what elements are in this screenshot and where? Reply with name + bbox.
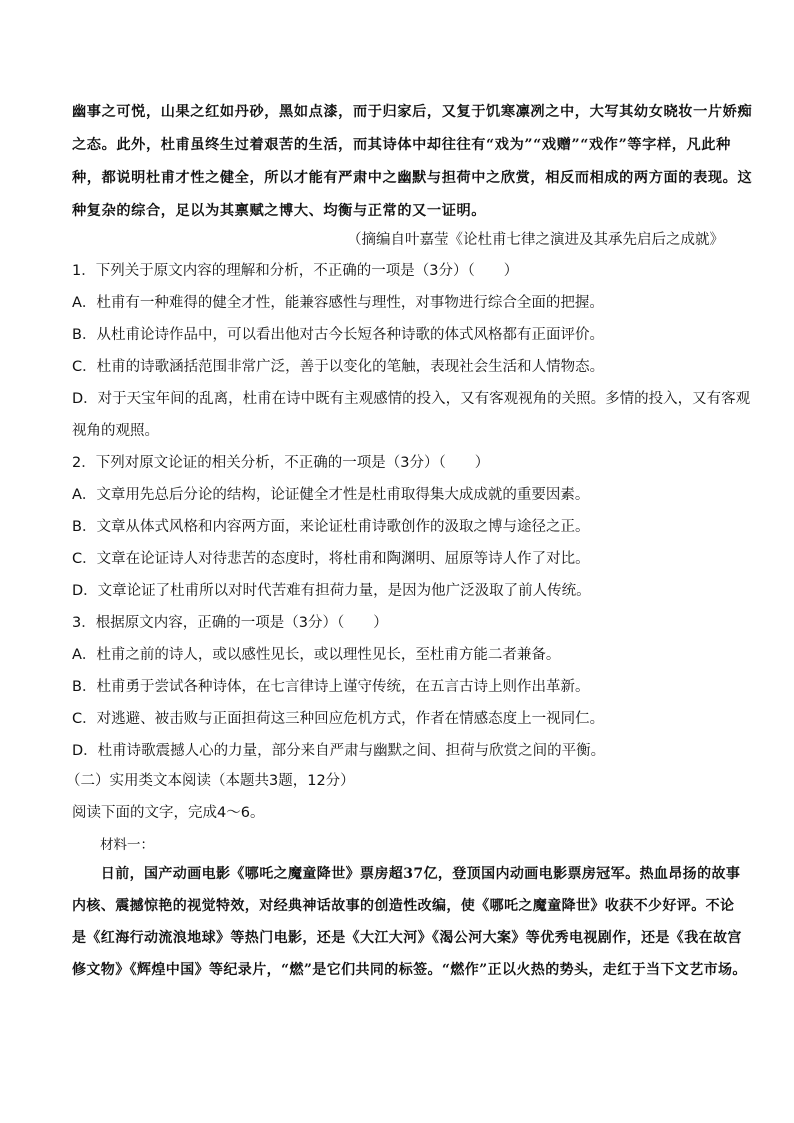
question-1-option-d-cont: 视角的观照。 <box>72 423 159 439</box>
question-3-option-a: A．杜甫之前的诗人，或以感性见长，或以理性见长，至杜甫方能二者兼备。 <box>72 647 561 663</box>
question-3-option-b: B．杜甫勇于尝试各种诗体，在七言律诗上谨守传统，在五言古诗上则作出革新。 <box>72 679 590 695</box>
passage-line: 之态。此外，杜甫虽终生过着艰苦的生活，而其诗体中却往往有“戏为”“戏赠”“戏作”等字样，凡此种 <box>72 137 731 153</box>
material-line: 日前，国产动画电影《哪吒之魔童降世》票房超37亿，登顶国内动画电影票房冠军。热血昂扬的故事 <box>72 866 741 882</box>
question-2-option-b: B．文章从体式风格和内容两方面，来论证杜甫诗歌创作的汲取之博与途径之正。 <box>72 519 590 535</box>
question-1-option-b: B．从杜甫论诗作品中，可以看出他对古今长短各种诗歌的体式风格都有正面评价。 <box>72 327 604 343</box>
material-label: 材料一： <box>100 837 154 853</box>
question-3-option-d: D．杜甫诗歌震撼人心的力量，部分来自严肃与幽默之间、担荷与欣赏之间的平衡。 <box>72 743 606 759</box>
passage-line: 种复杂的综合，足以为其禀赋之博大、均衡与正常的又一证明。 <box>72 203 487 219</box>
section-instruction: 阅读下面的文字，完成4～6。 <box>72 805 265 821</box>
question-1-option-a: A．杜甫有一种难得的健全才性，能兼容感性与理性，对事物进行综合全面的把握。 <box>72 295 604 311</box>
question-1-option-c: C．杜甫的诗歌涵括范围非常广泛，善于以变化的笔触，表现社会生活和人情物态。 <box>72 359 605 375</box>
question-2-option-c: C．文章在论证诗人对待悲苦的态度时，将杜甫和陶渊明、屈原等诗人作了对比。 <box>72 551 590 567</box>
material-one-text <box>72 858 747 986</box>
question-2-stem: 2．下列对原文论证的相关分析，不正确的一项是（3分）（ ） <box>72 455 490 471</box>
essay-passage <box>72 96 753 228</box>
section-heading: （二）实用类文本阅读（本题共3题，12分） <box>66 773 355 789</box>
question-2-option-d: D．文章论证了杜甫所以对时代苦难有担荷力量，是因为他广泛汲取了前人传统。 <box>72 583 591 599</box>
question-3-option-c: C．对逃避、被击败与正面担荷这三种回应危机方式，作者在情感态度上一视同仁。 <box>72 711 605 727</box>
material-line: 是《红海行动流浪地球》等热门电影，还是《大江大河》《渴公河大案》等优秀电视剧作，还是《我在故宫 <box>72 930 742 946</box>
source-citation: （摘编自叶嘉莹《论杜甫七律之演进及其承先启后之成就》 <box>347 232 724 248</box>
passage-line: 种，都说明杜甫才性之健全，所以才能有严肃中之幽默与担荷中之欣赏，相反而相成的两方面的表现。这 <box>72 170 753 186</box>
question-1-stem: 1．下列关于原文内容的理解和分析，不正确的一项是（3分）（ ） <box>72 263 519 279</box>
material-line: 修文物》《辉煌中国》等纪录片，“燃”是它们共同的标签。“燃作”正以火热的势头，走红于当下文艺市场。 <box>72 962 747 978</box>
question-2-option-a: A．文章用先总后分论的结构，论证健全才性是杜甫取得集大成成就的重要因素。 <box>72 487 590 503</box>
material-line: 内核、震撼惊艳的视觉特效，对经典神话故事的创造性改编，使《哪吒之魔童降世》收获不少好评。不论 <box>72 898 735 914</box>
question-1-option-d: D．对于天宝年间的乱离，杜甫在诗中既有主观感情的投入，又有客观视角的关照。多情的投入，又有客观 <box>72 391 751 407</box>
question-3-stem: 3．根据原文内容，正确的一项是（3分）（ ） <box>72 615 388 631</box>
passage-line: 幽事之可悦，山果之红如丹砂，黑如点漆，而于归家后，又复于饥寒凛冽之中，大写其幼女晓妆一片娇痴 <box>72 104 753 120</box>
